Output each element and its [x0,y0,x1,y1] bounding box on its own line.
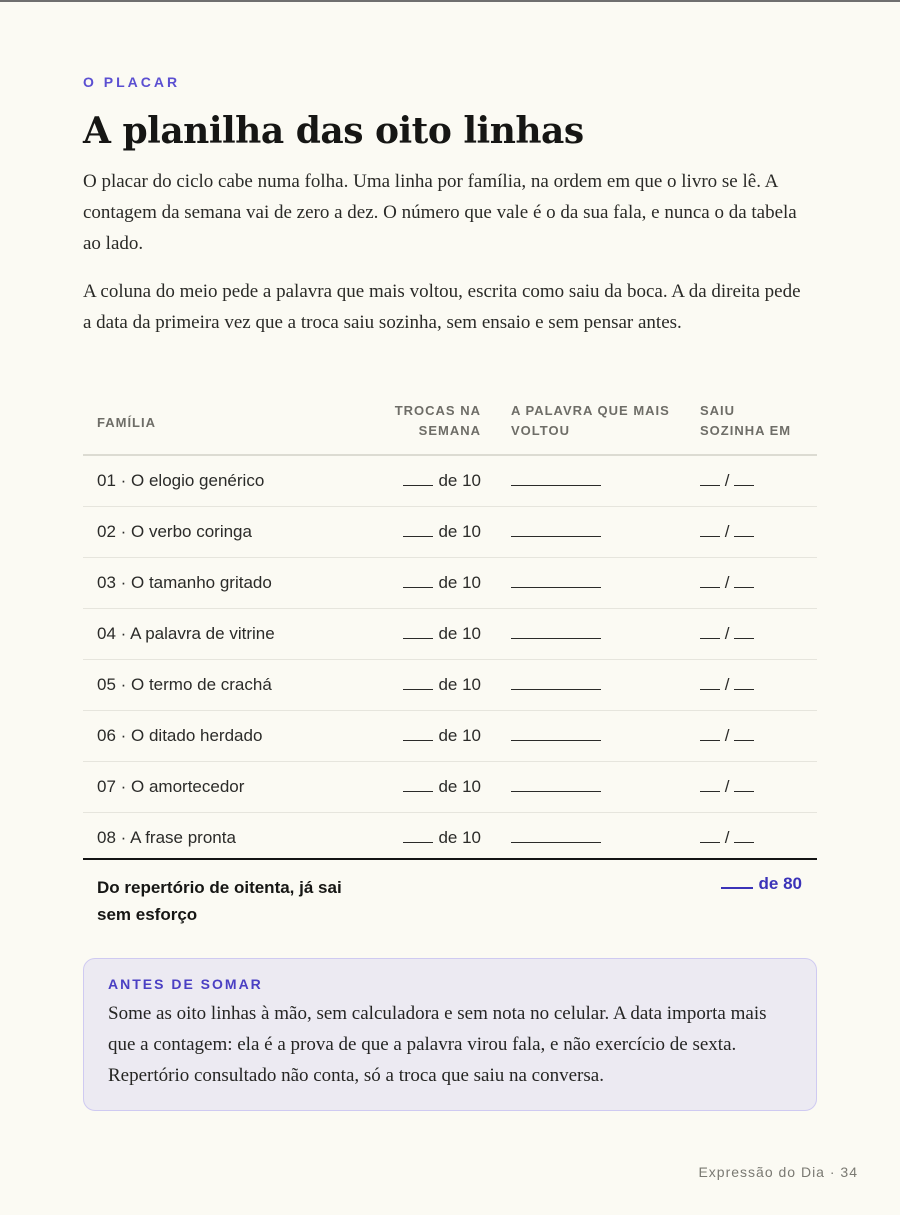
month-blank[interactable] [734,688,754,690]
row-saiu [700,675,754,695]
intro-paragraph-1: O placar do ciclo cabe numa folha. Uma linha por família, na ordem em que o livro se lê. A contagem da semana vai de zero a dez. O número que vale é o da sua fala, e nunca o da tabela ao lado. [83,171,797,254]
table-row [83,558,817,609]
day-blank[interactable] [700,688,720,690]
row-trocas [403,573,481,593]
header-palavra-line2: VOLTOU [511,423,570,438]
month-blank[interactable] [734,535,754,537]
palavra-blank[interactable] [511,535,601,537]
row-trocas [403,726,481,746]
trocas-blank[interactable] [403,535,433,537]
total-label: Do repertório de oitenta, já sai sem esforço [97,878,342,924]
day-blank[interactable] [700,841,720,843]
row-saiu [700,573,754,593]
date-separator: / [724,777,730,796]
trocas-suffix: de 10 [438,675,481,694]
palavra-blank[interactable] [511,484,601,486]
total-value [721,874,802,894]
date-separator: / [724,471,730,490]
trocas-suffix: de 10 [438,522,481,541]
trocas-blank[interactable] [403,790,433,792]
palavra-blank[interactable] [511,790,601,792]
row-saiu [700,471,754,491]
row-saiu [700,522,754,542]
row-familia: 04 · A palavra de vitrine [97,624,275,643]
row-saiu [700,777,754,797]
table-row [83,456,817,507]
header-saiu [700,401,820,441]
table-row [83,813,817,863]
row-saiu [700,726,754,746]
header-palavra [511,401,691,441]
palavra-blank[interactable] [511,637,601,639]
table-row [83,711,817,762]
day-blank[interactable] [700,586,720,588]
date-separator: / [724,522,730,541]
table-header [83,395,817,456]
header-palavra-line1: A PALAVRA QUE MAIS [511,403,670,418]
day-blank[interactable] [700,739,720,741]
row-trocas [403,522,481,542]
month-blank[interactable] [734,484,754,486]
day-blank[interactable] [700,535,720,537]
page-title: A planilha das oito linhas [83,110,584,152]
trocas-blank[interactable] [403,841,433,843]
table-row [83,507,817,558]
table-row [83,660,817,711]
row-palavra [511,522,601,542]
total-blank[interactable] [721,886,753,889]
row-familia: 01 · O elogio genérico [97,471,265,490]
header-saiu-line2: SOZINHA EM [700,423,792,438]
date-separator: / [724,624,730,643]
palavra-blank[interactable] [511,586,601,588]
row-palavra [511,471,601,491]
day-blank[interactable] [700,484,720,486]
page-footer: Expressão do Dia · 34 [698,1164,858,1180]
note-title: ANTES DE SOMAR [108,976,263,992]
trocas-suffix: de 10 [438,726,481,745]
header-trocas-line1: TROCAS NA [394,403,481,418]
scoreboard-table [83,395,817,863]
day-blank[interactable] [700,790,720,792]
trocas-suffix: de 10 [438,573,481,592]
total-divider [83,858,817,860]
row-familia: 07 · O amortecedor [97,777,245,796]
table-body [83,456,817,863]
row-familia: 03 · O tamanho gritado [97,573,272,592]
trocas-blank[interactable] [403,637,433,639]
trocas-blank[interactable] [403,688,433,690]
row-trocas [403,828,481,848]
trocas-blank[interactable] [403,484,433,486]
header-trocas [341,401,481,441]
row-saiu [700,828,754,848]
row-palavra [511,573,601,593]
section-eyebrow: O PLACAR [83,74,181,90]
row-trocas [403,675,481,695]
table-row [83,762,817,813]
row-familia: 05 · O termo de crachá [97,675,272,694]
row-trocas [403,777,481,797]
trocas-suffix: de 10 [438,471,481,490]
row-familia: 06 · O ditado herdado [97,726,263,745]
total-suffix: de 80 [758,874,802,893]
row-familia: 02 · O verbo coringa [97,522,252,541]
note-box [83,958,817,1111]
date-separator: / [724,573,730,592]
row-palavra [511,624,601,644]
month-blank[interactable] [734,841,754,843]
table-row [83,609,817,660]
month-blank[interactable] [734,586,754,588]
month-blank[interactable] [734,739,754,741]
date-separator: / [724,726,730,745]
row-palavra [511,828,601,848]
palavra-blank[interactable] [511,841,601,843]
row-trocas [403,471,481,491]
row-trocas [403,624,481,644]
palavra-blank[interactable] [511,688,601,690]
trocas-blank[interactable] [403,739,433,741]
trocas-suffix: de 10 [438,828,481,847]
trocas-blank[interactable] [403,586,433,588]
header-trocas-line2: SEMANA [418,423,481,438]
row-saiu [700,624,754,644]
row-familia: 08 · A frase pronta [97,828,236,847]
trocas-suffix: de 10 [438,777,481,796]
header-familia: FAMÍLIA [97,415,156,430]
row-palavra [511,777,601,797]
month-blank[interactable] [734,790,754,792]
trocas-suffix: de 10 [438,624,481,643]
row-palavra [511,726,601,746]
intro-paragraph-2: A coluna do meio pede a palavra que mais voltou, escrita como saiu da boca. A da direita pede a data da primeira vez que a troca saiu sozinha, sem ensaio e sem pensar antes. [83,281,801,333]
note-text: Some as oito linhas à mão, sem calculadora e sem nota no celular. A data importa mais que a contagem: ela é a prova de que a palavra virou fala, e não exercício de sexta. Repertório consultado não conta, só a troca que saiu na conversa. [108,1003,767,1086]
day-blank[interactable] [700,637,720,639]
date-separator: / [724,675,730,694]
date-separator: / [724,828,730,847]
month-blank[interactable] [734,637,754,639]
row-palavra [511,675,601,695]
header-saiu-line1: SAIU [700,403,736,418]
palavra-blank[interactable] [511,739,601,741]
